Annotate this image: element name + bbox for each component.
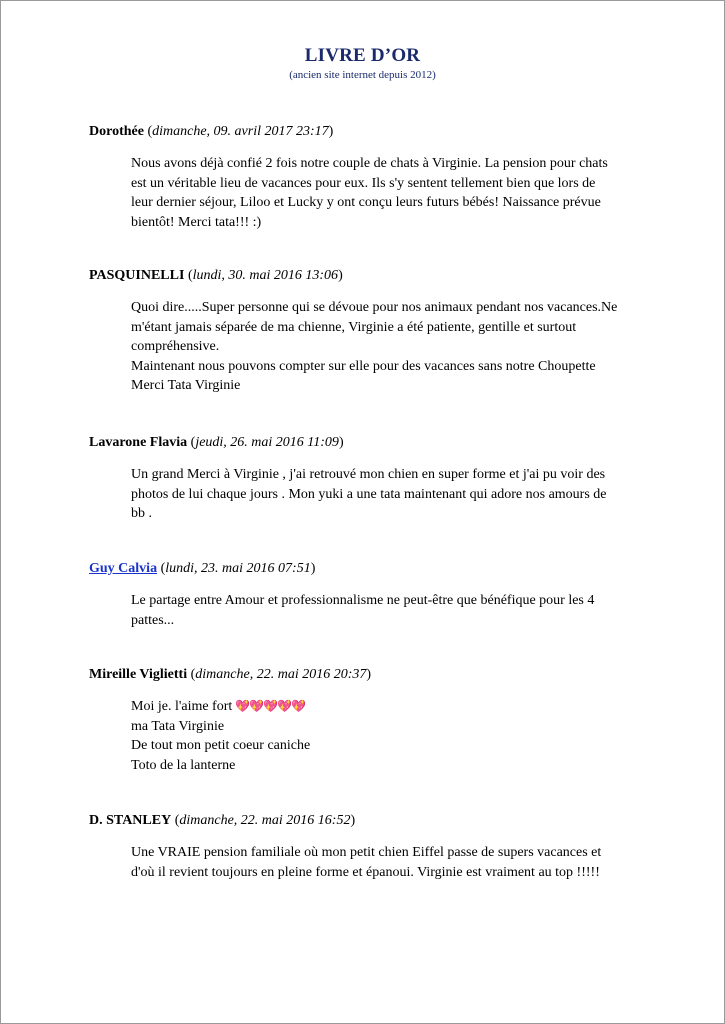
message-line: compréhensive. (131, 339, 220, 354)
heart-icon: 💖💖💖💖💖 (235, 699, 305, 713)
entry-header: Mireille Viglietti (dimanche, 22. mai 2016 20:37) (89, 667, 372, 682)
guestbook-entry (89, 266, 649, 396)
message-text: Moi je. l'aime fort (131, 699, 233, 714)
message-line: Le partage entre Amour et professionnalisme ne peut-être que bénéfique pour les 4 (131, 593, 595, 608)
message-line: Un grand Merci à Virginie , j'ai retrouvé mon chien en super forme et j'ai pu voir des (131, 467, 606, 482)
message-line: Toto de la lanterne (131, 757, 236, 773)
entry-date: dimanche, 22. mai 2016 20:37 (195, 667, 367, 682)
entry-header: Dorothée (dimanche, 09. avril 2017 23:17) (89, 124, 334, 139)
entry-author-link[interactable]: Guy Calvia (89, 561, 158, 576)
entry-date: lundi, 30. mai 2016 13:06 (192, 268, 339, 283)
guestbook-entry (89, 811, 649, 882)
message-line (131, 697, 631, 717)
entry-message (131, 298, 631, 396)
entry-author: Dorothée (89, 124, 144, 139)
message-line: Nous avons déjà confié 2 fois notre couple de chats à Virginie. La pension pour chats (131, 156, 608, 171)
message-line: m'étant jamais séparée de ma chienne, Virginie a été patiente, gentille et surtout (131, 319, 577, 335)
entry-message (131, 154, 631, 232)
message-line: photos de lui chaque jours . Mon yuki a une tata maintenant qui adore nos amours de (131, 486, 607, 502)
message-line: De tout mon petit coeur caniche (131, 738, 311, 753)
entry-header: Lavarone Flavia (jeudi, 26. mai 2016 11:09) (89, 435, 344, 450)
entry-author: Mireille Viglietti (89, 667, 188, 682)
guestbook-entry (89, 433, 649, 524)
entry-header: Guy Calvia (lundi, 23. mai 2016 07:51) (89, 561, 316, 576)
entry-header: PASQUINELLI (lundi, 30. mai 2016 13:06) (89, 268, 343, 283)
guestbook-entry (89, 665, 649, 775)
entry-author: D. STANLEY (89, 813, 172, 828)
message-line: Une VRAIE pension familiale où mon petit chien Eiffel passe de supers vacances et (131, 845, 602, 860)
message-line: d'où il revient toujours en pleine forme et épanoui. Virginie est vraiment au top !!!!! (131, 864, 600, 880)
entry-header: D. STANLEY (dimanche, 22. mai 2016 16:52) (89, 813, 356, 828)
message-line: Merci Tata Virginie (131, 378, 241, 393)
entry-author: PASQUINELLI (89, 268, 185, 283)
entry-date: jeudi, 26. mai 2016 11:09 (195, 435, 339, 450)
message-line: bb . (131, 506, 152, 521)
entry-message (131, 591, 631, 630)
message-line: est un véritable lieu de vacances pour eux. Ils s'y sentent tellement bien que lors de (131, 175, 596, 191)
page-subtitle: (ancien site internet depuis 2012) (289, 69, 436, 81)
entry-date: dimanche, 22. mai 2016 16:52 (179, 813, 351, 828)
entry-author: Lavarone Flavia (89, 435, 188, 450)
entry-date: lundi, 23. mai 2016 07:51 (165, 561, 311, 576)
entry-message (131, 697, 631, 775)
entry-message (131, 465, 631, 524)
message-line: bientôt! Merci tata!!! :) (131, 214, 262, 230)
message-line: Quoi dire.....Super personne qui se dévoue pour nos animaux pendant nos vacances.Ne (131, 300, 618, 315)
message-line: ma Tata Virginie (131, 718, 225, 734)
message-line: Maintenant nous pouvons compter sur elle pour des vacances sans notre Choupette (131, 358, 596, 374)
message-line: pattes... (131, 612, 175, 628)
page-title: LIVRE D’OR (304, 45, 421, 66)
message-line: leur dernier séjour, Liloo et Lucky y ont conçu leurs futurs bébés! Naissance prévue (131, 195, 601, 210)
guestbook-entry (89, 122, 649, 232)
entry-message (131, 843, 631, 882)
entry-date: dimanche, 09. avril 2017 23:17 (152, 124, 329, 139)
guestbook-entry (89, 559, 649, 630)
